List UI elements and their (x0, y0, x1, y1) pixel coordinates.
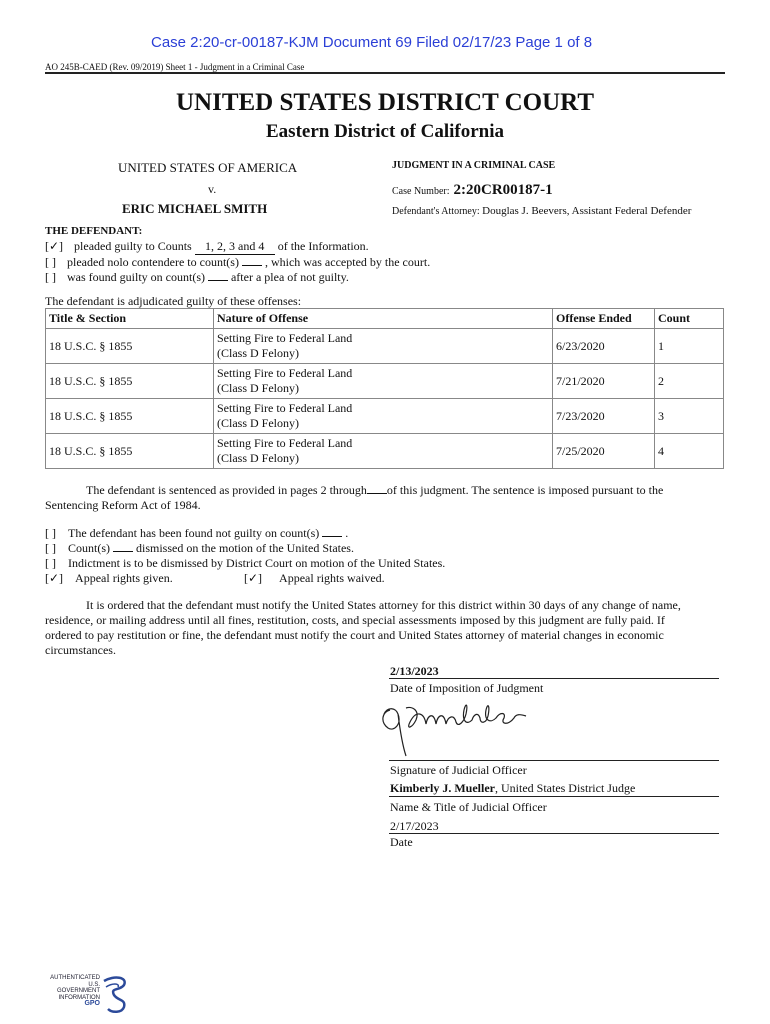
cell-nature: Setting Fire to Federal Land (Class D Felony) (214, 399, 553, 434)
checkbox: [ ] (45, 541, 56, 555)
cell-count: 1 (655, 329, 724, 364)
cell-count: 3 (655, 399, 724, 434)
table-row (46, 434, 724, 469)
cell-section: 18 U.S.C. § 1855 (46, 434, 214, 469)
checkbox: [ ] (45, 255, 56, 269)
checkbox: [✓] (45, 239, 64, 253)
header-rule (45, 72, 725, 74)
case-number-label: Case Number: (392, 186, 450, 197)
checkbox: [ ] (45, 556, 56, 570)
checkbox: [ ] (45, 526, 56, 540)
table-row (46, 329, 724, 364)
case-stamp: Case 2:20-cr-00187-KJM Document 69 Filed 02/17/23 Page 1 of 8 (151, 34, 593, 51)
sentencing-line-2: Sentencing Reform Act of 1984. (45, 498, 201, 512)
imposition-date: 2/13/2023 (390, 664, 439, 678)
cell-ended: 6/23/2020 (553, 329, 655, 364)
signature-label: Signature of Judicial Officer (390, 763, 527, 777)
plea-option-found-guilty: [ ] was found guilty on count(s) after a plea of not guilty. (45, 270, 349, 284)
disposition-indictment: [ ] Indictment is to be dismissed by District Court on motion of the United States. (45, 556, 446, 570)
gpo-authentication-seal: AUTHENTICATED U.S. GOVERNMENT INFORMATION GPO (44, 975, 134, 1015)
cell-nature: Setting Fire to Federal Land (Class D Felony) (214, 434, 553, 469)
table-row (46, 399, 724, 434)
defendant-heading: THE DEFENDANT: (45, 225, 143, 237)
blank-line (208, 271, 228, 281)
officer-title: , United States District Judge (494, 781, 636, 795)
offenses-intro: The defendant is adjudicated guilty of these offenses: (45, 294, 302, 308)
order-line-4: circumstances. (45, 643, 116, 657)
signed-date: 2/17/2023 (390, 819, 439, 833)
cell-ended: 7/23/2020 (553, 399, 655, 434)
counts-blank: 1, 2, 3 and 4 (195, 239, 275, 255)
cell-section: 18 U.S.C. § 1855 (46, 364, 214, 399)
cell-ended: 7/21/2020 (553, 364, 655, 399)
blank-line (242, 256, 262, 266)
officer-name: Kimberly J. Mueller (390, 781, 495, 795)
plaintiff-name: UNITED STATES OF AMERICA (118, 160, 298, 175)
order-line-1: It is ordered that the defendant must notify the United States attorney for this district within 30 days of any change of name, (86, 598, 681, 612)
cell-count: 2 (655, 364, 724, 399)
offenses-table (45, 308, 724, 469)
attorney-label: Defendant's Attorney: (392, 206, 480, 217)
defendant-name: ERIC MICHAEL SMITH (122, 201, 268, 216)
checkbox: [✓] (45, 571, 64, 585)
appeal-rights: [✓] Appeal rights given. (45, 571, 173, 585)
cell-ended: 7/25/2020 (553, 434, 655, 469)
cell-nature: Setting Fire to Federal Land (Class D Felony) (214, 364, 553, 399)
case-number (392, 181, 553, 199)
court-district: Eastern District of California (266, 121, 504, 142)
defense-attorney (392, 205, 691, 217)
plea-option-nolo: [ ] pleaded nolo contendere to count(s) , which was accepted by the court. (45, 255, 431, 269)
sentencing-line: The defendant is sentenced as provided in pages 2 through of this judgment. The sentence is imposed pursuant to the (86, 483, 664, 497)
checkbox: [✓] (244, 571, 263, 585)
judge-signature (376, 700, 546, 760)
versus: v. (208, 182, 217, 196)
cell-nature: Setting Fire to Federal Land (Class D Felony) (214, 329, 553, 364)
table-header-row (46, 309, 724, 329)
column-header: Title & Section (46, 309, 214, 329)
form-id: AO 245B-CAED (Rev. 09/2019) Sheet 1 - Judgment in a Criminal Case (45, 62, 305, 72)
table-row (46, 364, 724, 399)
disposition-dismissed: [ ] Count(s) dismissed on the motion of the United States. (45, 541, 354, 555)
disposition-not-guilty: [ ] The defendant has been found not guilty on count(s) . (45, 526, 349, 540)
checkbox: [ ] (45, 270, 56, 284)
case-number-value: 2:20CR00187-1 (453, 182, 553, 198)
order-line-3: ordered to pay restitution or fine, the defendant must notify the court and United States attorney of material changes in economic (45, 628, 664, 642)
column-header: Nature of Offense (214, 309, 553, 329)
court-name: UNITED STATES DISTRICT COURT (176, 89, 594, 116)
attorney-name: Douglas J. Beevers, Assistant Federal Defender (482, 205, 692, 217)
appeal-waived: [✓] Appeal rights waived. (244, 571, 385, 585)
column-header: Count (655, 309, 724, 329)
imposition-label: Date of Imposition of Judgment (390, 681, 544, 695)
date-label: Date (390, 835, 413, 849)
plea-option-guilty: [✓] pleaded guilty to Counts 1, 2, 3 and 4 of the Information. (45, 239, 369, 253)
gpo-eagle-icon (100, 975, 132, 1015)
judgment-title: JUDGMENT IN A CRIMINAL CASE (392, 160, 556, 171)
cell-count: 4 (655, 434, 724, 469)
cell-section: 18 U.S.C. § 1855 (46, 399, 214, 434)
column-header: Offense Ended (553, 309, 655, 329)
officer-name-title (390, 781, 635, 796)
order-line-2: residence, or mailing address until all fines, restitution, costs, and special assessments imposed by this judgment are fully paid. If (45, 613, 665, 627)
cell-section: 18 U.S.C. § 1855 (46, 329, 214, 364)
name-title-label: Name & Title of Judicial Officer (390, 800, 547, 814)
